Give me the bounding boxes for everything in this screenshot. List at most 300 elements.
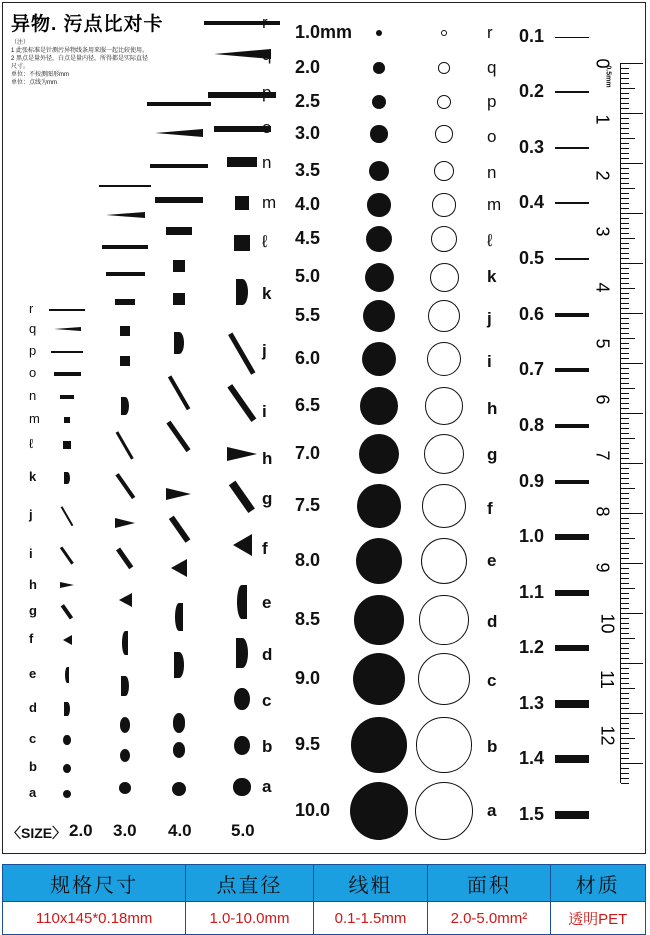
width-line [555,480,589,485]
white-dot [428,300,460,332]
card-notes [11,39,151,87]
ruler-tick [621,698,629,699]
wedge-mark [233,534,252,556]
shape-letter: h [29,577,37,592]
width-line [555,755,589,763]
line-mark [106,272,145,277]
ruler-tick [621,443,629,444]
ruler-tick [621,228,629,229]
ruler-unit: 0.5mm [604,65,612,88]
square-mark [234,235,249,250]
slash-mark [61,506,74,526]
ruler-tick [621,433,629,434]
spec-value: 透明PET [550,902,645,935]
ruler-tick [621,398,629,399]
ruler-tick [621,103,629,104]
width-line [555,534,589,540]
ruler-tick [621,733,629,734]
ruler-tick [621,488,635,489]
wedge-mark [54,327,81,331]
slash-mark [168,515,190,542]
ruler-tick [621,208,629,209]
ruler-tick [621,243,629,244]
ruler-tick [621,518,629,519]
ruler-tick [621,413,643,414]
wedge-mark [166,488,191,500]
ruler-tick [621,623,629,624]
width-label: 1.2 [519,637,545,657]
oval-mark [173,742,186,758]
ruler-tick [621,553,629,554]
ruler-tick [621,708,629,709]
ruler-tick [621,138,635,139]
dot-letter: o [487,127,497,146]
ruler-tick [621,718,629,719]
ruler-tick [621,288,635,289]
white-dot [415,782,473,840]
black-dot [356,538,402,584]
ruler-tick [621,693,629,694]
slash-mark [61,604,73,619]
ruler-number: 10 [597,613,618,634]
dot-letter: d [487,612,498,631]
black-dot [350,782,408,840]
ruler-tick [621,83,629,84]
shape-letter: ℓ [29,436,34,451]
diameter-label: 2.5 [295,91,321,111]
white-dot [421,538,467,584]
width-line [555,202,589,204]
ruler-number: 6 [592,394,613,405]
dot-letter: r [487,23,493,42]
ruler-tick [621,318,629,319]
line-mark [166,227,192,235]
ruler-tick [621,223,629,224]
ruler-tick [621,273,629,274]
ruler-tick [621,578,629,579]
wedge-mark [63,635,72,645]
dot-letter: c [487,671,497,690]
black-dot [376,30,382,36]
size-label: 〈SIZE〉 [7,825,67,841]
white-dot [441,30,447,36]
half-mark [174,332,184,354]
ruler-number: 7 [592,450,613,461]
shape-letter: d [29,700,37,715]
size-column-label: 5.0 [231,821,255,840]
white-dot [432,193,455,216]
ruler-tick [621,603,629,604]
oval-mark [234,736,249,755]
white-dot [431,226,457,252]
black-dot [372,95,387,110]
shape-letter: d [262,645,273,664]
ruler-tick [621,723,629,724]
ruler-tick [621,683,629,684]
ruler-tick [621,583,629,584]
ruler-tick [621,253,629,254]
spec-value: 0.1-1.5mm [313,902,428,935]
white-dot [418,653,470,705]
spec-header: 面积 [428,865,550,902]
spec-value-row [3,902,646,935]
width-line [555,590,589,596]
ruler-tick [621,268,629,269]
line-mark [204,21,280,25]
ruler-tick [621,743,629,744]
ruler-number: 12 [597,725,618,746]
half-mark [237,585,247,619]
ruler-tick [621,293,629,294]
ruler-tick [621,528,629,529]
spec-header: 线粗 [313,865,428,902]
ruler-tick [621,168,629,169]
line-mark [102,245,149,249]
shape-letter: a [29,785,37,800]
white-dot [427,342,462,377]
shape-letter: i [262,402,267,421]
width-label: 1.3 [519,693,545,713]
square-mark [173,260,184,271]
diameter-label: 1.0mm [295,22,353,42]
note-line-2: 2 黑点是量外径，白点是量内径，所得都是实际直径尺寸。 [11,56,149,70]
spec-value: 1.0-10.0mm [186,902,313,935]
dot-letter: i [487,352,492,371]
ruler-tick [621,778,629,779]
ruler-tick [621,688,635,689]
ruler-tick [621,508,629,509]
ruler-tick [621,298,629,299]
shape-letter: c [29,731,37,746]
width-label: 0.4 [519,192,545,212]
ruler-number: 3 [592,226,613,237]
dot-letter: h [487,399,498,418]
ruler-tick [621,728,629,729]
ruler-tick [621,113,643,114]
spec-header: 点直径 [186,865,313,902]
dot-letter: k [487,267,497,286]
ruler-tick [621,188,635,189]
black-dot [367,193,390,216]
size-column-label: 4.0 [168,821,192,840]
ruler-tick [621,123,629,124]
white-dot [434,161,454,181]
ruler-tick [621,738,635,739]
width-label: 0.6 [519,304,545,324]
line-mark [99,185,151,188]
ruler-tick [621,478,629,479]
spec-table [2,864,646,935]
ruler-tick [621,638,635,639]
width-line [555,645,589,652]
ruler-tick [621,558,629,559]
ruler-tick [621,218,629,219]
width-line [555,313,589,316]
ruler-tick [621,678,629,679]
ruler-tick [621,653,629,654]
ruler-tick [621,163,643,164]
line-mark [227,157,257,167]
square-mark [120,356,130,366]
note-line-1: 1 此张标准是针测污异物线条用来服一起比较使用。 [11,48,149,54]
ruler-tick [621,158,629,159]
ruler-tick [621,493,629,494]
ruler-tick [621,63,643,64]
square-mark [235,196,248,209]
white-dot [430,263,459,292]
width-label: 1.4 [519,748,545,768]
diameter-label: 5.5 [295,305,321,325]
ruler-tick [621,213,643,214]
spec-header: 规格尺寸 [3,865,186,902]
half-mark [64,472,69,485]
dot-letter: q [487,58,497,77]
ruler-number: 9 [592,562,613,573]
dot-letter: m [487,195,502,214]
line-mark [147,102,211,105]
shape-letter: ℓ [262,232,268,251]
ruler-tick [621,78,629,79]
shape-letter: j [29,507,33,522]
size-column-label: 3.0 [113,821,137,840]
ruler-tick [621,278,629,279]
half-mark [236,279,247,306]
ruler-tick [621,453,629,454]
comparison-card [2,2,646,854]
ruler-tick [621,643,629,644]
ruler-tick [621,393,629,394]
ruler-tick [621,618,629,619]
ruler-tick [621,338,635,339]
ruler-tick [621,198,629,199]
ruler-tick [621,323,629,324]
shape-letter: n [262,153,272,172]
ruler-tick [621,403,629,404]
ruler-tick [621,303,629,304]
ruler-number: 11 [596,670,617,689]
dot-letter: p [487,92,497,111]
ruler-tick [621,483,629,484]
ruler-tick [621,628,629,629]
white-dot [422,484,466,528]
black-dot [359,434,400,475]
wedge-mark [227,447,257,461]
ruler-tick [621,73,629,74]
shape-letter: h [262,449,273,468]
diameter-label: 9.0 [295,668,321,688]
diameter-label: 4.0 [295,194,321,214]
ruler-tick [621,408,629,409]
black-dot [369,161,389,181]
ruler-tick [621,768,629,769]
ruler-number: 5 [592,338,613,349]
width-label: 0.5 [519,248,545,268]
shape-letter: j [262,341,267,360]
line-mark [54,372,81,375]
white-dot [419,595,468,644]
dot-letter: ℓ [487,231,493,250]
shape-letter: k [262,284,272,303]
width-label: 0.8 [519,415,545,435]
dot-letter: a [487,801,497,820]
ruler-tick [621,378,629,379]
black-dot [365,263,394,292]
line-mark [51,351,83,354]
ruler-tick [621,763,643,764]
square-mark [120,326,129,335]
ruler-tick [621,233,629,234]
spec-value: 2.0-5.0mm² [428,902,550,935]
width-label: 0.1 [519,26,545,46]
ruler-tick [621,143,629,144]
white-dot [438,62,450,74]
black-dot [360,387,398,425]
ruler-tick [621,263,643,264]
wedge-mark [214,49,271,59]
shape-letter: i [29,546,33,561]
ruler-tick [621,328,629,329]
line-mark [60,395,74,400]
ruler-tick [621,548,629,549]
ruler-tick [621,428,629,429]
ruler-tick [621,543,629,544]
ruler-tick [621,153,629,154]
ruler-tick [621,613,643,614]
ruler-tick [621,368,629,369]
width-label: 1.0 [519,526,545,546]
ruler-tick [621,308,629,309]
ruler-tick [621,538,635,539]
width-label: 1.1 [519,582,545,602]
diameter-label: 6.0 [295,348,321,368]
half-mark [65,667,70,683]
half-mark [236,638,247,668]
dot-letter: g [487,445,498,464]
width-line [555,368,589,372]
dot-letter: f [487,499,493,518]
black-dot [357,484,401,528]
dot-letter: b [487,737,498,756]
width-line [555,258,589,261]
half-mark [122,631,129,654]
ruler-tick [621,753,629,754]
ruler-tick [621,458,629,459]
shape-letter: p [29,343,37,358]
slash-mark [60,546,74,564]
ruler-tick [621,118,629,119]
ruler-tick [621,783,629,784]
ruler-tick [621,463,643,464]
width-line [555,700,589,707]
diameter-label: 5.0 [295,266,321,286]
size-column-label: 2.0 [69,821,93,840]
wedge-mark [106,212,145,218]
ruler-tick [621,598,629,599]
width-line [555,811,589,819]
diameter-label: 3.5 [295,160,321,180]
oval-mark [119,782,131,794]
ruler-tick [621,563,643,564]
oval-mark [172,782,186,796]
shape-letter: b [29,759,37,774]
ruler-tick [621,513,643,514]
ruler-tick [621,133,629,134]
diameter-label: 3.0 [295,123,321,143]
ruler-tick [621,608,629,609]
ruler-tick [621,283,629,284]
ruler-tick [621,363,643,364]
slash-mark [228,384,257,422]
slash-mark [115,473,135,499]
shape-letter: e [29,666,37,681]
width-line [555,424,589,428]
ruler-tick [621,448,629,449]
dot-letter: j [487,309,492,328]
ruler-tick [621,93,629,94]
ruler-tick [621,203,629,204]
black-dot [363,300,395,332]
width-label: 0.2 [519,81,545,101]
oval-mark [233,778,250,795]
slash-mark [168,375,191,410]
ruler-tick [621,178,629,179]
black-dot [354,595,403,644]
shape-letter: f [262,539,268,558]
ruler-tick [621,713,643,714]
ruler-tick [621,418,629,419]
line-mark [214,126,271,133]
diameter-label: 8.0 [295,550,321,570]
diameter-label: 7.0 [295,443,321,463]
black-dot [351,717,406,772]
wedge-mark [115,518,135,528]
oval-mark [234,688,249,711]
shape-letter: g [29,603,37,618]
ruler-tick [621,703,629,704]
square-mark [64,417,70,423]
ruler-number: 8 [592,506,613,517]
oval-mark [63,790,71,798]
note-head: （注） [11,40,30,46]
ruler-tick [621,173,629,174]
shape-letter: m [262,193,277,212]
square-mark [63,441,70,448]
diameter-label: 6.5 [295,395,321,415]
white-dot [435,125,452,142]
ruler-tick [621,388,635,389]
oval-mark [63,735,70,746]
width-line [555,147,589,149]
shape-letter: f [29,631,34,646]
ruler-tick [621,673,629,674]
wedge-mark [60,582,74,588]
ruler-number: 1 [592,114,613,125]
ruler-tick [621,668,629,669]
note-line-3: 单位：不按测图形mm [11,72,69,78]
line-mark [208,92,276,98]
ruler-tick [621,183,629,184]
spec-header: 材质 [550,865,645,902]
width-label: 0.7 [519,359,545,379]
spec-header-row [3,865,646,902]
ruler-tick [621,348,629,349]
half-mark [121,397,129,415]
ruler-tick [621,423,629,424]
ruler-tick [621,533,629,534]
width-label: 0.3 [519,137,545,157]
shape-letter: b [262,737,273,756]
oval-mark [63,764,70,773]
